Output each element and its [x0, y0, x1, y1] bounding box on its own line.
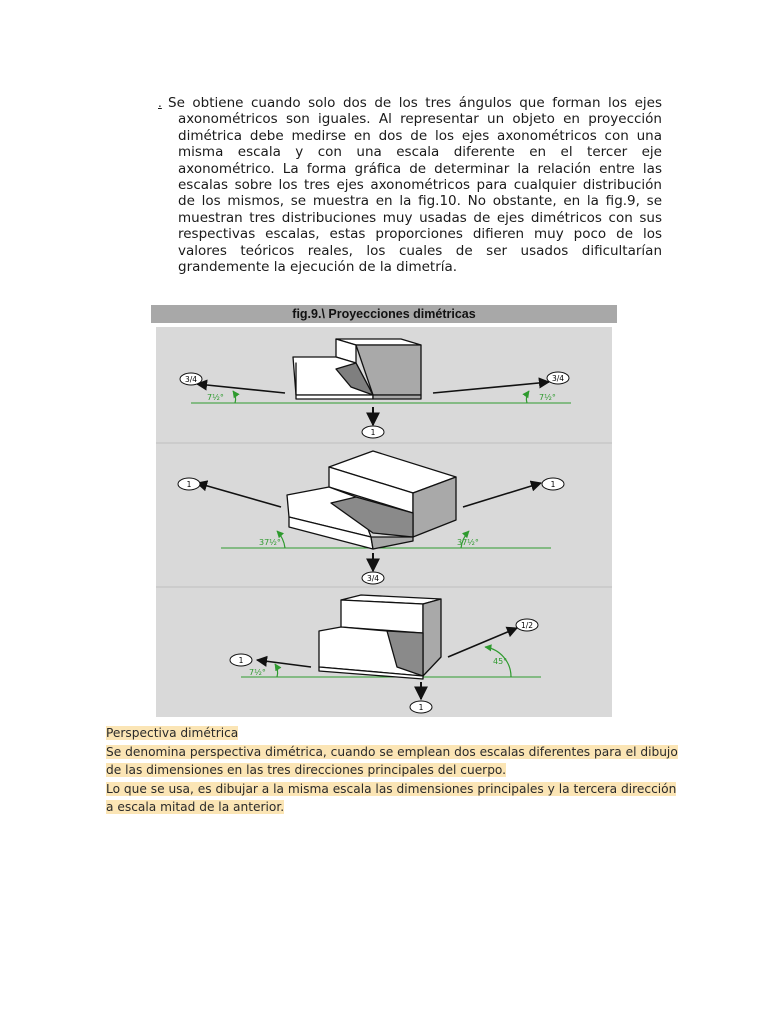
notes-section [106, 724, 678, 817]
intro-line: axonométrico. La forma gráfica de determinar la relación entre las [178, 160, 662, 177]
intro-line: dimétrica debe medirse en dos de los ejes axonométricos con una [178, 127, 662, 144]
bullet-mark: . [158, 96, 162, 110]
notes-line: a escala mitad de la anterior. [106, 800, 285, 814]
notes-line: Se denomina perspectiva dimétrica, cuando se emplean dos escalas diferentes para el dibujo [106, 744, 678, 759]
scale-label: 3/4 [551, 374, 565, 383]
intro-line: escalas sobre los tres ejes axonométricos para cualquier distribución [178, 176, 662, 193]
intro-line: respectivas escalas, estas proporciones difieren muy poco de los [178, 226, 662, 243]
scale-label: 1 [550, 480, 556, 489]
scale-label: 1 [370, 428, 376, 437]
notes-line: de las dimensiones en las tres direcciones principales del cuerpo. [106, 763, 507, 777]
intro-line: axonométricos son iguales. Al representar un objeto en proyección [178, 111, 662, 128]
angle-label: 7½° [207, 393, 224, 402]
scale-label: 3/4 [184, 375, 198, 384]
intro-line: valores teóricos reales, los cuales de ser usados dificultarían [178, 242, 662, 259]
intro-line: de los mismos, se muestra en la fig.10. No obstante, en la fig.9, se [178, 193, 662, 210]
figure-drawing [151, 327, 617, 719]
scale-label: 1 [418, 703, 424, 712]
notes-heading: Perspectiva dimétrica [106, 726, 239, 740]
intro-line: Se obtiene cuando solo dos de los tres ángulos que forman los ejes [168, 95, 662, 111]
angle-label: 7½° [249, 668, 266, 677]
scale-label: 3/4 [366, 574, 380, 583]
angle-label: 37½° [259, 538, 281, 547]
angle-label: 7½° [539, 393, 556, 402]
scale-label: 1/2 [520, 621, 534, 630]
angle-label: 45° [493, 657, 508, 666]
angle-label: 37½° [457, 538, 479, 547]
figure-dimetric-projections [151, 305, 617, 719]
notes-line: Lo que se usa, es dibujar a la misma escala las dimensiones principales y la tercera dirección [106, 781, 677, 796]
scale-label: 1 [238, 656, 244, 665]
scale-label: 1 [186, 480, 192, 489]
intro-line: muestran tres distribuciones muy usadas de ejes dimétricos con sus [178, 209, 662, 226]
intro-line: misma escala y con una escala diferente en el tercer eje [178, 144, 662, 161]
figure-title: fig.9.\ Proyecciones dimétricas [151, 305, 617, 323]
intro-line: grandemente la ejecución de la dimetría. [178, 258, 458, 275]
